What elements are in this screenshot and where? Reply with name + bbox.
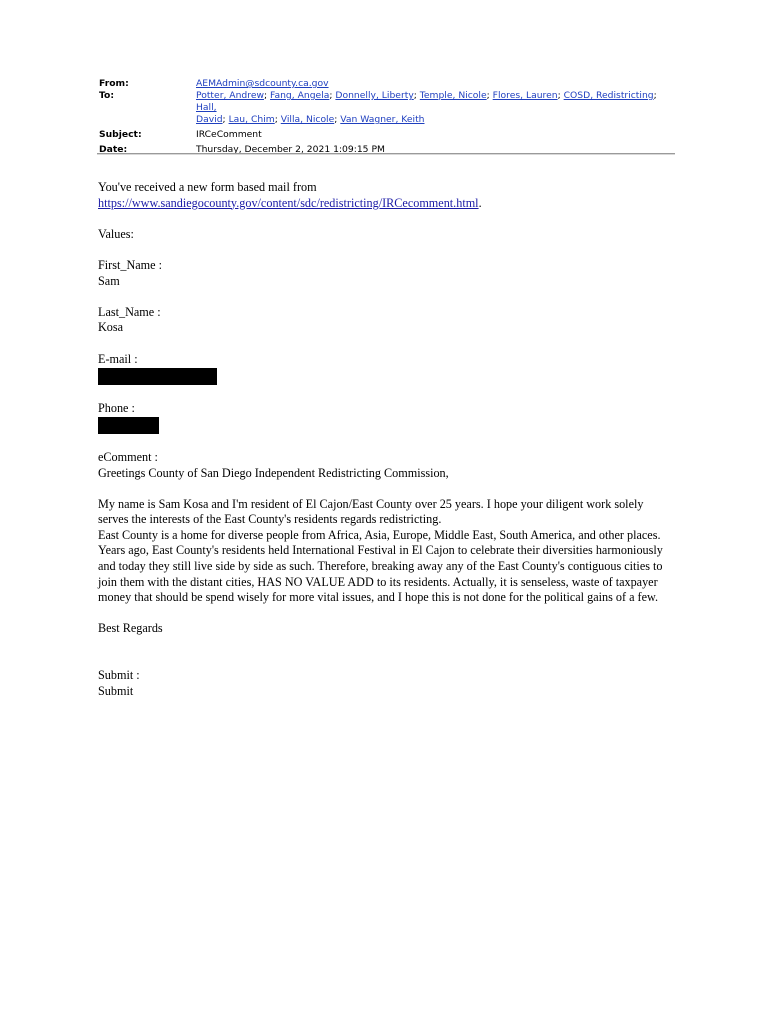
first-name-value: Sam [98, 273, 120, 288]
ecomment-text [98, 466, 678, 638]
subject-row [99, 129, 674, 141]
email-redaction [98, 368, 217, 385]
intro-link-line: https://www.sandiegocounty.gov/content/sdc/redistricting/IRCecomment.html. [98, 195, 482, 210]
recipient-link[interactable]: Donnelly, Liberty [335, 90, 414, 101]
recipient-link[interactable]: COSD, Redistricting [563, 90, 654, 101]
submit-label: Submit : [98, 668, 140, 683]
from-label: From: [99, 78, 129, 89]
phone-redaction [98, 417, 159, 434]
email-header [99, 78, 674, 156]
recipient-link[interactable]: Hall, [196, 102, 217, 113]
recipient-link[interactable]: Lau, Chim [228, 114, 275, 125]
from-row [99, 78, 674, 90]
ecomment-line: join them with the distant cities, HAS NO VALUE ADD to its residents. Actually, it is senseless, waste of taxpayer [98, 574, 658, 589]
date-value: Thursday, December 2, 2021 1:09:15 PM [196, 144, 385, 155]
last-name-label: Last_Name : [98, 304, 161, 319]
from-email-link[interactable]: AEMAdmin@sdcounty.ca.gov [196, 78, 329, 89]
last-name-value: Kosa [98, 320, 124, 335]
subject-value: IRCeComment [196, 129, 262, 140]
recipient-link[interactable]: Flores, Lauren [492, 90, 558, 101]
intro-text: You've received a new form based mail from [98, 180, 317, 194]
first-name-label: First_Name : [98, 257, 162, 272]
ecomment-line: My name is Sam Kosa and I'm resident of El Cajon/East County over 25 years. I hope your diligent work solely [98, 496, 644, 511]
to-label: To: [99, 90, 115, 101]
recipient-link[interactable]: Fang, Angela [270, 90, 330, 101]
subject-label: Subject: [99, 129, 142, 140]
email-body [98, 180, 678, 699]
form-url-link[interactable]: https://www.sandiegocounty.gov/content/sdc/redistricting/IRCecomment.html [98, 195, 479, 210]
ecomment-line: East County is a home for diverse people from Africa, Asia, Europe, Middle East, South America, and other places. [98, 527, 661, 542]
to-row [99, 90, 674, 126]
ecomment-closing: Best Regards [98, 621, 163, 636]
ecomment-line: and today they still live side by side as such. Therefore, breaking away any of the East County's contiguous cities to [98, 559, 663, 574]
ecomment-label: eComment : [98, 449, 158, 464]
values-label: Values: [98, 226, 134, 241]
submit-value: Submit [98, 683, 134, 698]
ecomment-line: money that should be spend wisely for more vital issues, and I hope this is not done for the political gains of a few. [98, 590, 659, 605]
recipient-link[interactable]: Potter, Andrew [196, 90, 264, 101]
recipient-link[interactable]: Van Wagner, Keith [340, 114, 425, 125]
recipient-list: Potter, Andrew; Fang, Angela; Donnelly, Liberty; Temple, Nicole; Flores, Lauren; COSD, Redistricting; Hall, David; Lau, Chim; Villa, Nicole; Van Wagner, Keith [196, 90, 657, 125]
recipient-link[interactable]: David [196, 114, 223, 125]
recipient-link[interactable]: Temple, Nicole [419, 90, 487, 101]
date-label: Date: [99, 144, 128, 155]
phone-label: Phone : [98, 400, 135, 415]
header-divider [97, 153, 675, 155]
ecomment-line: Years ago, East County's residents held International Festival in El Cajon to celebrate their diversities harmoniously [98, 543, 663, 558]
email-label: E-mail : [98, 351, 138, 366]
recipient-link[interactable]: Villa, Nicole [280, 114, 335, 125]
ecomment-line: serves the interests of the East County's residents regards redistricting. [98, 512, 442, 527]
ecomment-line: Greetings County of San Diego Independent Redistricting Commission, [98, 465, 449, 480]
